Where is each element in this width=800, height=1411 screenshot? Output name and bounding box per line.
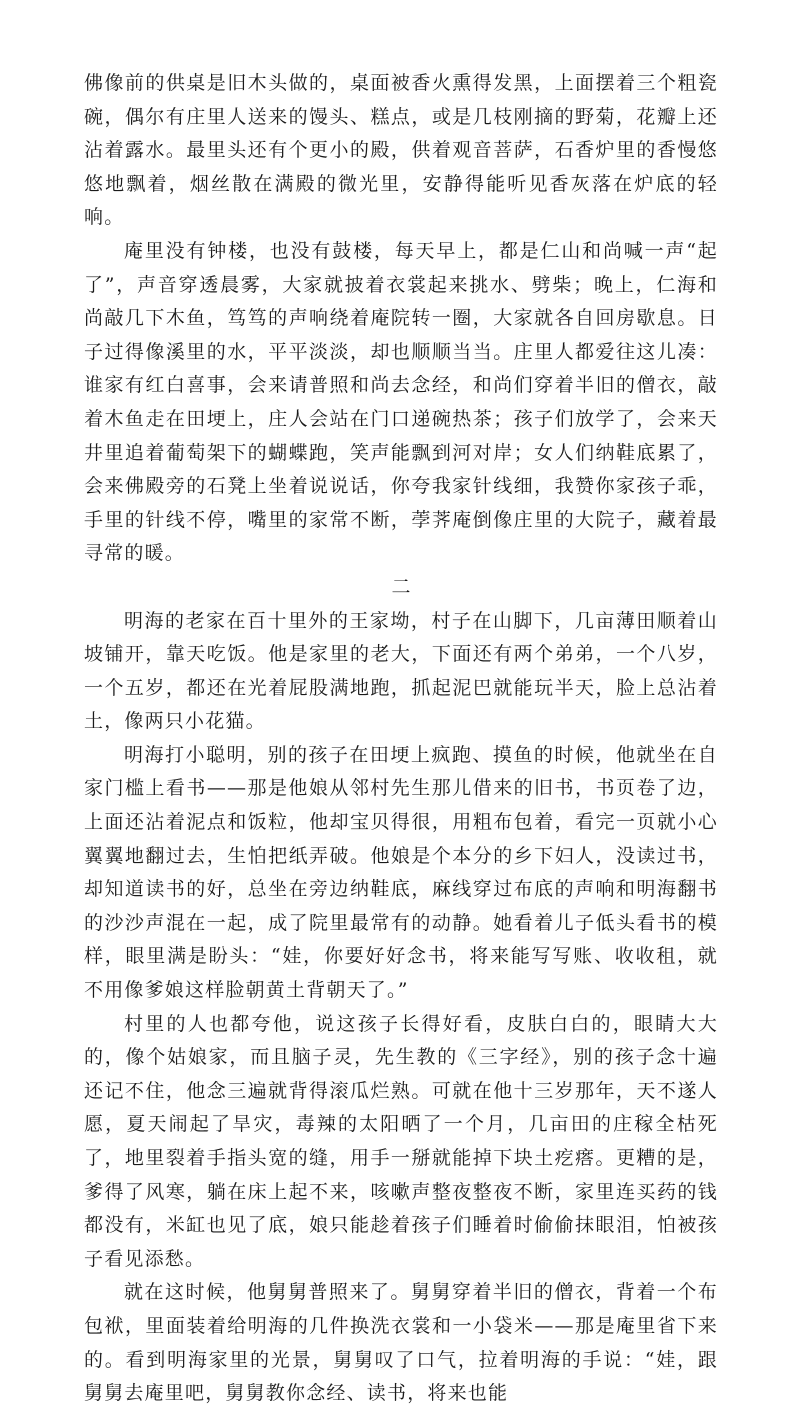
paragraph: 佛像前的供桌是旧木头做的，桌面被香火熏得发黑，上面摆着三个粗瓷碗，偶尔有庄里人送来的馒头、糕点，或是几枝刚摘的野菊，花瓣上还沾着露水。最里头还有个更小的殿，供着观音菩萨，石香炉里的香慢悠悠地飘着，烟丝散在满殿的微光里，安静得能听见香灰落在炉底的轻响。 [84,72,718,229]
section-number: 二 [391,575,411,598]
paragraph: 庵里没有钟楼，也没有鼓楼，每天早上，都是仁山和尚喊一声“起了”，声音穿透晨雾，大家就披着衣裳起来挑水、劈柴；晚上，仁海和尚敲几下木鱼，笃笃的声响绕着庵院转一圈，大家就各自回房歇息。日子过得像溪里的水，平平淡淡，却也顺顺当当。庄里人都爱往这儿凑：谁家有红白喜事，会来请普照和尚去念经，和尚们穿着半旧的僧衣，敲着木鱼走在田埂上，庄人会站在门口递碗热茶；孩子们放学了，会来天井里追着葡萄架下的蝴蝶跑，笑声能飘到河对岸；女人们纳鞋底累了，会来佛殿旁的石凳上坐着说说话，你夸我家针线细，我赞你家孩子乖，手里的针线不停，嘴里的家常不断，荸荠庵倒像庄里的大院子，藏着最寻常的暖。 [84,239,718,565]
paragraph: 明海的老家在百十里外的王家坳，村子在山脚下，几亩薄田顺着山坡铺开，靠天吃饭。他是家里的老大，下面还有两个弟弟，一个八岁，一个五岁，都还在光着屁股满地跑，抓起泥巴就能玩半天，脸上总沾着土，像两只小花猫。 [84,609,718,733]
paragraph: 村里的人也都夸他，说这孩子长得好看，皮肤白白的，眼睛大大的，像个姑娘家，而且脑子灵，先生教的《三字经》，别的孩子念十遍还记不住，他念三遍就背得滚瓜烂熟。可就在他十三岁那年，天不遂人愿，夏天闹起了旱灾，毒辣的太阳晒了一个月，几亩田的庄稼全枯死了，地里裂着手指头宽的缝，用手一掰就能掉下块土疙瘩。更糟的是，爹得了风寒，躺在床上起不来，咳嗽声整夜整夜不断，家里连买药的钱都没有，米缸也见了底，娘只能趁着孩子们睡着时偷偷抹眼泪，怕被孩子看见添愁。 [84,1012,718,1270]
paragraph: 就在这时候，他舅舅普照来了。舅舅穿着半旧的僧衣，背着一个布包袱，里面装着给明海的几件换洗衣裳和一小袋米——那是庵里省下来的。看到明海家里的光景，舅舅叹了口气，拉着明海的手说：“娃，跟舅舅去庵里吧，舅舅教你念经、读书，将来也能 [84,1281,718,1405]
paragraph: 明海打小聪明，别的孩子在田埂上疯跑、摸鱼的时候，他就坐在自家门槛上看书——那是他娘从邻村先生那儿借来的旧书，书页卷了边，上面还沾着泥点和饭粒，他却宝贝得很，用粗布包着，看完一页就小心翼翼地翻过去，生怕把纸弄破。他娘是个本分的乡下妇人，没读过书，却知道读书的好，总坐在旁边纳鞋底，麻线穿过布底的声响和明海翻书的沙沙声混在一起，成了院里最常有的动静。她看着儿子低头看书的模样，眼里满是盼头：“娃，你要好好念书，将来能写写账、收收租，就不用像爹娘这样脸朝黄土背朝天了。” [84,743,718,1002]
